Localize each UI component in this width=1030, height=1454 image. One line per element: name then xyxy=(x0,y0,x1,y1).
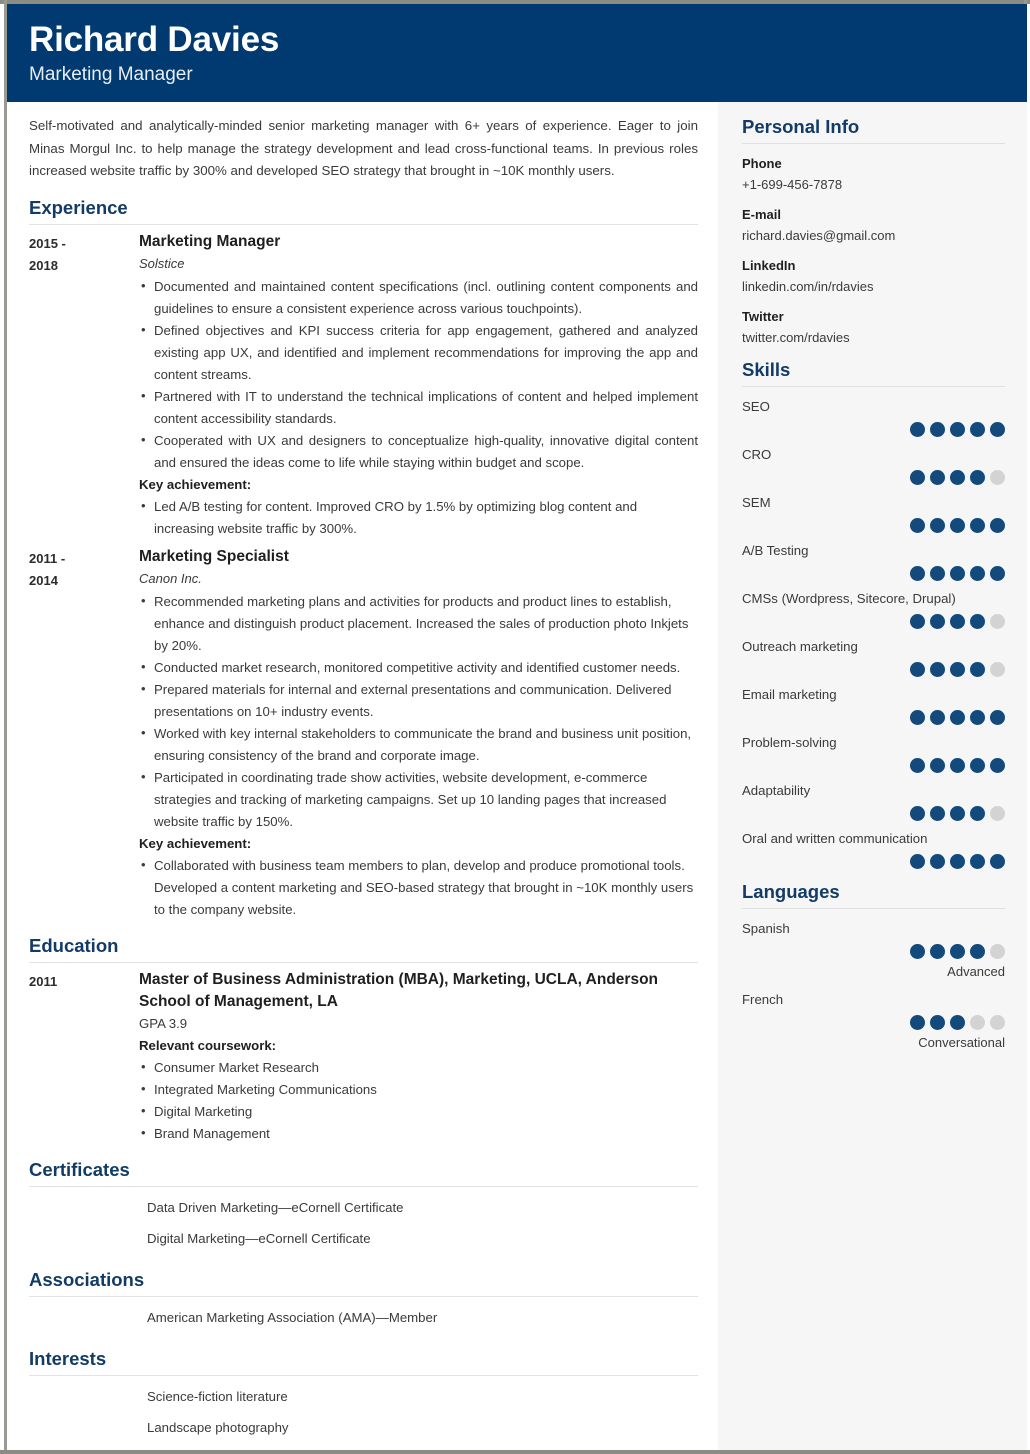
skill-item xyxy=(742,540,1005,581)
skill-item xyxy=(742,636,1005,677)
personal-info-label: LinkedIn xyxy=(742,258,796,273)
section-title-certificates: Certificates xyxy=(29,1158,130,1180)
experience-bullet: • Cooperated with UX and designers to conceptualize high-quality, innovative digital content and ensured the ideas come to life while staying within budget and scope. xyxy=(139,430,698,474)
personal-info-value: richard.davies@gmail.com xyxy=(742,228,896,243)
main-column xyxy=(7,102,718,1450)
skill-name: Adaptability xyxy=(742,783,811,798)
professional-summary: Self-motivated and analytically-minded senior marketing manager with 6+ years of experience. Eager to join Minas Morgul Inc. to help manage the strategy development and lead cross-functional teams. In previous roles increased website traffic by 300% and developed SEO strategy that brought in ~10K monthly users. xyxy=(29,118,698,179)
rating-dot-filled xyxy=(990,710,1005,725)
rating-dot-filled xyxy=(970,944,985,959)
education-entry-date: 2011 xyxy=(29,973,58,989)
experience-bullet: • Recommended marketing plans and activities for products and product lines to establish, enhance and distinguish product placement. Increased the sales of production photo Inkjets by 20%. xyxy=(139,591,698,657)
resume-sheet xyxy=(7,4,1027,1450)
certificate-item: Digital Marketing—eCornell Certificate xyxy=(147,1230,371,1246)
rating-dot-empty xyxy=(990,944,1005,959)
rating-dot-filled xyxy=(970,854,985,869)
personal-info-value: linkedin.com/in/rdavies xyxy=(742,279,874,294)
rating-dot-filled xyxy=(950,518,965,533)
skill-name: Problem-solving xyxy=(742,735,837,750)
experience-entry-body xyxy=(139,546,698,921)
coursework-label: Relevant coursework: xyxy=(139,1037,277,1053)
rating-dot-filled xyxy=(970,710,985,725)
skill-item xyxy=(742,588,1005,629)
skill-item xyxy=(742,492,1005,533)
section-divider-experience xyxy=(29,224,698,225)
association-item: American Marketing Association (AMA)—Member xyxy=(147,1309,438,1325)
personal-info-value: twitter.com/rdavies xyxy=(742,330,850,345)
interest-item: Science-fiction literature xyxy=(147,1388,288,1404)
skill-rating-dots xyxy=(742,662,1005,677)
skill-rating-dots xyxy=(742,566,1005,581)
rating-dot-filled xyxy=(950,566,965,581)
skill-item xyxy=(742,684,1005,725)
rating-dot-filled xyxy=(950,710,965,725)
skill-rating-dots xyxy=(742,854,1005,869)
skill-item xyxy=(742,828,1005,869)
skill-rating-dots xyxy=(742,518,1005,533)
rating-dot-filled xyxy=(950,1015,965,1030)
skill-name: Oral and written communication xyxy=(742,831,928,846)
key-achievement-list xyxy=(139,496,698,540)
section-divider-interests xyxy=(29,1375,698,1376)
rating-dot-filled xyxy=(930,566,945,581)
interests-list xyxy=(29,1382,698,1444)
experience-bullet: • Defined objectives and KPI success criteria for app engagement, gathered and analyzed existing app UX, and identified and implement recommendations for improving the app and content streams. xyxy=(139,320,698,386)
rating-dot-filled xyxy=(910,806,925,821)
associations-list xyxy=(29,1303,698,1334)
experience-bullet: • Prepared materials for internal and external presentations and communication. Delivered presentations on 10+ industry events. xyxy=(139,679,698,723)
rating-dot-filled xyxy=(930,1015,945,1030)
rating-dot-filled xyxy=(970,806,985,821)
experience-job-title: Marketing Specialist xyxy=(139,547,289,565)
personal-info-value: +1-699-456-7878 xyxy=(742,177,843,192)
rating-dot-filled xyxy=(970,662,985,677)
key-achievement-label: Key achievement: xyxy=(139,476,252,492)
key-achievement-bullet: • Collaborated with business team members to plan, develop and produce promotional tools. Developed a content marketing and SEO-based strategy that brought in ~10K monthly users to the company website. xyxy=(139,855,698,921)
skill-item xyxy=(742,444,1005,485)
experience-bullet: • Conducted market research, monitored competitive activity and identified customer needs. xyxy=(139,657,698,679)
rating-dot-empty xyxy=(990,662,1005,677)
sidebar-divider-personal-info xyxy=(742,143,1005,144)
experience-company: Solstice xyxy=(139,255,185,271)
rating-dot-filled xyxy=(950,758,965,773)
personal-info-label: Twitter xyxy=(742,309,784,324)
skill-name: Outreach marketing xyxy=(742,639,858,654)
rating-dot-filled xyxy=(910,710,925,725)
rating-dot-filled xyxy=(970,566,985,581)
experience-entry-date: 2015 - 2018 xyxy=(29,235,66,273)
rating-dot-filled xyxy=(990,422,1005,437)
rating-dot-filled xyxy=(930,470,945,485)
rating-dot-filled xyxy=(950,854,965,869)
section-title-interests: Interests xyxy=(29,1347,107,1369)
sidebar-divider-skills xyxy=(742,386,1005,387)
rating-dot-empty xyxy=(990,806,1005,821)
skill-name: CMSs (Wordpress, Sitecore, Drupal) xyxy=(742,591,956,606)
rating-dot-filled xyxy=(970,758,985,773)
language-rating-dots xyxy=(742,1015,1005,1030)
education-degree: Master of Business Administration (MBA), Marketing, UCLA, Anderson School of Management, LA xyxy=(139,970,659,1010)
language-name: Spanish xyxy=(742,921,790,936)
rating-dot-filled xyxy=(950,944,965,959)
experience-company: Canon Inc. xyxy=(139,570,202,586)
key-achievement-list xyxy=(139,855,698,921)
skill-rating-dots xyxy=(742,614,1005,629)
certificates-list xyxy=(29,1193,698,1255)
education-entries xyxy=(29,969,698,1145)
language-level-label: Conversational xyxy=(918,1035,1005,1050)
rating-dot-filled xyxy=(930,944,945,959)
rating-dot-filled xyxy=(930,710,945,725)
sidebar-title-personal-info: Personal Info xyxy=(742,116,860,137)
skill-rating-dots xyxy=(742,710,1005,725)
rating-dot-filled xyxy=(910,758,925,773)
skill-rating-dots xyxy=(742,758,1005,773)
coursework-item: • Brand Management xyxy=(139,1123,698,1145)
education-entry xyxy=(29,969,698,1145)
section-divider-education xyxy=(29,962,698,963)
rating-dot-filled xyxy=(950,470,965,485)
section-title-experience: Experience xyxy=(29,196,128,218)
section-title-associations: Associations xyxy=(29,1268,145,1290)
page-bottom-edge xyxy=(0,1450,1030,1454)
sidebar-column xyxy=(718,102,1027,1450)
language-rating-dots xyxy=(742,944,1005,959)
experience-entry-body xyxy=(139,231,698,540)
experience-entry-date: 2011 - 2014 xyxy=(29,550,66,588)
languages-list xyxy=(742,918,1005,1053)
coursework-item: • Digital Marketing xyxy=(139,1101,698,1123)
rating-dot-filled xyxy=(910,422,925,437)
skill-item xyxy=(742,396,1005,437)
skill-rating-dots xyxy=(742,806,1005,821)
rating-dot-filled xyxy=(990,518,1005,533)
rating-dot-filled xyxy=(990,566,1005,581)
experience-job-title: Marketing Manager xyxy=(139,232,281,250)
candidate-job-title: Marketing Manager xyxy=(29,64,193,85)
skill-name: SEM xyxy=(742,495,771,510)
skill-name: A/B Testing xyxy=(742,543,809,558)
sidebar-title-skills: Skills xyxy=(742,359,791,380)
experience-bullet: • Partnered with IT to understand the technical implications of content and helped implement content accessibility standards. xyxy=(139,386,698,430)
personal-info-label: E-mail xyxy=(742,207,782,222)
rating-dot-empty xyxy=(970,1015,985,1030)
rating-dot-filled xyxy=(910,470,925,485)
coursework-item: • Consumer Market Research xyxy=(139,1057,698,1079)
rating-dot-filled xyxy=(950,422,965,437)
personal-info-fields xyxy=(742,153,1005,348)
rating-dot-filled xyxy=(930,614,945,629)
experience-entry xyxy=(29,231,698,540)
rating-dot-filled xyxy=(950,662,965,677)
rating-dot-filled xyxy=(910,944,925,959)
language-item xyxy=(742,918,1005,982)
experience-bullet: • Worked with key internal stakeholders to communicate the brand and business unit position, ensuring consistency of the brand and corporate image. xyxy=(139,723,698,767)
resume-body xyxy=(7,102,1027,1450)
education-gpa: GPA 3.9 xyxy=(139,1015,188,1031)
education-entry-body xyxy=(139,969,698,1145)
skill-name: SEO xyxy=(742,399,770,414)
rating-dot-filled xyxy=(910,566,925,581)
experience-entries xyxy=(29,231,698,921)
candidate-name: Richard Davies xyxy=(29,20,280,59)
skill-item xyxy=(742,732,1005,773)
experience-bullet: • Documented and maintained content specifications (incl. outlining content components and guidelines to ensure a consistent experience across various touchpoints). xyxy=(139,276,698,320)
rating-dot-filled xyxy=(950,806,965,821)
experience-entry xyxy=(29,546,698,921)
rating-dot-filled xyxy=(930,806,945,821)
section-divider-certificates xyxy=(29,1186,698,1187)
language-name: French xyxy=(742,992,784,1007)
rating-dot-filled xyxy=(930,518,945,533)
rating-dot-filled xyxy=(970,518,985,533)
rating-dot-filled xyxy=(910,614,925,629)
coursework-list xyxy=(139,1057,698,1145)
skill-name: Email marketing xyxy=(742,687,837,702)
section-divider-associations xyxy=(29,1296,698,1297)
rating-dot-filled xyxy=(990,758,1005,773)
sidebar-title-languages: Languages xyxy=(742,881,840,902)
rating-dot-empty xyxy=(990,614,1005,629)
rating-dot-filled xyxy=(970,470,985,485)
rating-dot-filled xyxy=(930,854,945,869)
resume-header xyxy=(7,4,1027,102)
rating-dot-filled xyxy=(910,518,925,533)
rating-dot-filled xyxy=(930,422,945,437)
experience-bullet-list xyxy=(139,276,698,474)
key-achievement-bullet: • Led A/B testing for content. Improved CRO by 1.5% by optimizing blog content and increasing website traffic by 300%. xyxy=(139,496,698,540)
rating-dot-filled xyxy=(970,422,985,437)
experience-bullet: • Participated in coordinating trade show activities, website development, e-commerce strategies and tracking of marketing campaigns. Set up 10 landing pages that increased website traffic by 150%. xyxy=(139,767,698,833)
interest-item: Landscape photography xyxy=(147,1419,289,1435)
rating-dot-empty xyxy=(990,1015,1005,1030)
experience-bullet-list xyxy=(139,591,698,833)
section-title-education: Education xyxy=(29,934,119,956)
coursework-item: • Integrated Marketing Communications xyxy=(139,1079,698,1101)
skill-item xyxy=(742,780,1005,821)
rating-dot-filled xyxy=(950,614,965,629)
sidebar-divider-languages xyxy=(742,908,1005,909)
personal-info-label: Phone xyxy=(742,156,782,171)
skill-name: CRO xyxy=(742,447,772,462)
rating-dot-filled xyxy=(930,758,945,773)
skill-rating-dots xyxy=(742,422,1005,437)
skills-list xyxy=(742,396,1005,869)
rating-dot-filled xyxy=(970,614,985,629)
certificate-item: Data Driven Marketing—eCornell Certificate xyxy=(147,1199,404,1215)
rating-dot-filled xyxy=(910,854,925,869)
language-item xyxy=(742,989,1005,1053)
skill-rating-dots xyxy=(742,470,1005,485)
language-level-label: Advanced xyxy=(947,964,1005,979)
rating-dot-filled xyxy=(910,662,925,677)
rating-dot-filled xyxy=(910,1015,925,1030)
rating-dot-empty xyxy=(990,470,1005,485)
rating-dot-filled xyxy=(990,854,1005,869)
rating-dot-filled xyxy=(930,662,945,677)
key-achievement-label: Key achievement: xyxy=(139,835,252,851)
